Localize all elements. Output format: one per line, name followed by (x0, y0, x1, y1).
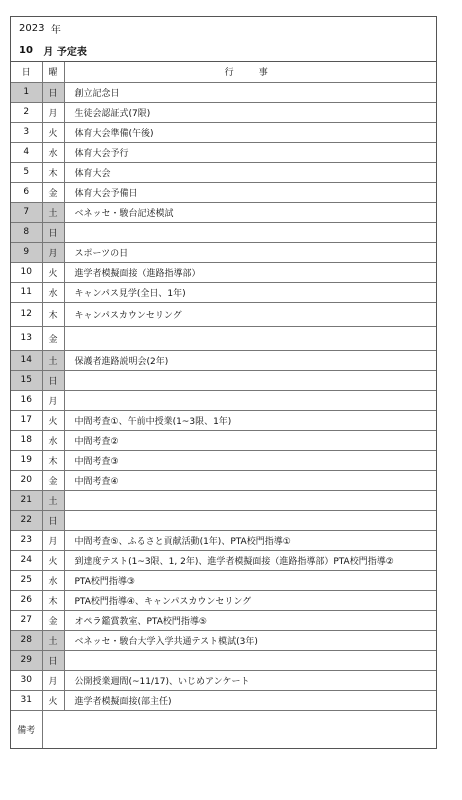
column-header-day: 日 (11, 62, 42, 82)
month-line (11, 39, 436, 62)
table-row (11, 690, 436, 710)
weekday-cell: 金 (42, 470, 64, 490)
table-row (11, 550, 436, 570)
weekday-cell: 日 (42, 650, 64, 670)
event-cell (64, 370, 436, 390)
table-row (11, 490, 436, 510)
weekday-cell: 月 (42, 670, 64, 690)
table-row (11, 102, 436, 122)
event-cell: 中間考査①、午前中授業(1~3限、1年) (64, 410, 436, 430)
weekday-cell: 火 (42, 410, 64, 430)
weekday-cell: 土 (42, 490, 64, 510)
event-cell: スポーツの日 (64, 242, 436, 262)
day-cell: 3 (11, 122, 42, 142)
event-cell (64, 326, 436, 350)
day-cell: 15 (11, 370, 42, 390)
event-cell: 中間考査⑤、ふるさと貢献活動(1年)、PTA校門指導① (64, 530, 436, 550)
year-value: 2023 (19, 22, 45, 34)
day-cell: 26 (11, 590, 42, 610)
weekday-cell: 金 (42, 610, 64, 630)
column-header-event: 行 事 (64, 62, 436, 82)
weekday-cell: 木 (42, 302, 64, 326)
weekday-cell: 日 (42, 510, 64, 530)
event-cell: 到達度テスト(1~3限、1, 2年)、進学者模擬面接（進路指導部）PTA校門指導② (64, 550, 436, 570)
day-cell: 28 (11, 630, 42, 650)
day-cell: 21 (11, 490, 42, 510)
table-row (11, 590, 436, 610)
event-cell: 体育大会予備日 (64, 182, 436, 202)
event-cell (64, 510, 436, 530)
weekday-cell: 土 (42, 350, 64, 370)
table-row (11, 630, 436, 650)
weekday-cell: 水 (42, 430, 64, 450)
column-header-weekday: 曜 (42, 62, 64, 82)
day-cell: 13 (11, 326, 42, 350)
table-row (11, 430, 436, 450)
day-cell: 18 (11, 430, 42, 450)
event-cell: PTA校門指導④、キャンパスカウンセリング (64, 590, 436, 610)
day-cell: 6 (11, 182, 42, 202)
table-row (11, 222, 436, 242)
day-cell: 12 (11, 302, 42, 326)
weekday-cell: 日 (42, 222, 64, 242)
day-cell: 11 (11, 282, 42, 302)
event-cell: 保護者進路説明会(2年) (64, 350, 436, 370)
weekday-cell: 水 (42, 142, 64, 162)
table-row (11, 182, 436, 202)
year-suffix: 年 (50, 24, 61, 36)
table-row (11, 122, 436, 142)
weekday-cell: 月 (42, 390, 64, 410)
event-cell: キャンパス見学(全日、1年) (64, 282, 436, 302)
weekday-cell: 木 (42, 162, 64, 182)
day-cell: 23 (11, 530, 42, 550)
column-header-row (11, 62, 436, 82)
event-cell: 体育大会 (64, 162, 436, 182)
event-cell: 体育大会準備(午後) (64, 122, 436, 142)
day-cell: 24 (11, 550, 42, 570)
schedule-rows (11, 82, 436, 710)
day-cell: 1 (11, 82, 42, 102)
event-cell: ベネッセ・駿台記述模試 (64, 202, 436, 222)
schedule-table (11, 62, 436, 748)
day-cell: 25 (11, 570, 42, 590)
weekday-cell: 火 (42, 690, 64, 710)
table-row (11, 302, 436, 326)
event-cell (64, 390, 436, 410)
event-cell: キャンパスカウンセリング (64, 302, 436, 326)
weekday-cell: 土 (42, 630, 64, 650)
table-row (11, 82, 436, 102)
table-row (11, 570, 436, 590)
year-line (11, 17, 436, 39)
day-cell: 14 (11, 350, 42, 370)
day-cell: 19 (11, 450, 42, 470)
month-value: 10 (19, 44, 33, 56)
event-cell: 公開授業週間(~11/17)、いじめアンケート (64, 670, 436, 690)
remarks-row (11, 710, 436, 748)
table-row (11, 202, 436, 222)
table-row (11, 142, 436, 162)
event-cell: 進学者模擬面接(部主任) (64, 690, 436, 710)
day-cell: 10 (11, 262, 42, 282)
day-cell: 31 (11, 690, 42, 710)
day-cell: 8 (11, 222, 42, 242)
event-cell (64, 490, 436, 510)
weekday-cell: 金 (42, 182, 64, 202)
day-cell: 16 (11, 390, 42, 410)
weekday-cell: 月 (42, 102, 64, 122)
event-cell: 体育大会予行 (64, 142, 436, 162)
day-cell: 4 (11, 142, 42, 162)
day-cell: 27 (11, 610, 42, 630)
event-cell (64, 222, 436, 242)
weekday-cell: 火 (42, 262, 64, 282)
day-cell: 20 (11, 470, 42, 490)
event-cell: 中間考査③ (64, 450, 436, 470)
month-suffix: 月 (43, 46, 54, 58)
table-row (11, 510, 436, 530)
event-cell: 創立記念日 (64, 82, 436, 102)
weekday-cell: 日 (42, 82, 64, 102)
schedule-label: 予定表 (56, 46, 87, 58)
table-row (11, 610, 436, 630)
weekday-cell: 金 (42, 326, 64, 350)
event-cell (64, 650, 436, 670)
event-cell: 進学者模擬面接（進路指導部） (64, 262, 436, 282)
table-row (11, 530, 436, 550)
table-row (11, 390, 436, 410)
table-row (11, 262, 436, 282)
event-cell: ベネッセ・駿台大学入学共通テスト模試(3年) (64, 630, 436, 650)
event-cell: 生徒会認証式(7限) (64, 102, 436, 122)
weekday-cell: 土 (42, 202, 64, 222)
remarks-content (42, 710, 436, 748)
day-cell: 17 (11, 410, 42, 430)
table-row (11, 282, 436, 302)
weekday-cell: 木 (42, 590, 64, 610)
day-cell: 30 (11, 670, 42, 690)
day-cell: 9 (11, 242, 42, 262)
day-cell: 22 (11, 510, 42, 530)
event-cell: 中間考査④ (64, 470, 436, 490)
day-cell: 2 (11, 102, 42, 122)
event-cell: PTA校門指導③ (64, 570, 436, 590)
remarks-label: 備考 (11, 710, 42, 748)
weekday-cell: 水 (42, 570, 64, 590)
event-cell: 中間考査② (64, 430, 436, 450)
table-row (11, 670, 436, 690)
weekday-cell: 月 (42, 530, 64, 550)
table-row (11, 370, 436, 390)
weekday-cell: 日 (42, 370, 64, 390)
table-row (11, 350, 436, 370)
table-row (11, 470, 436, 490)
table-row (11, 650, 436, 670)
weekday-cell: 火 (42, 550, 64, 570)
weekday-cell: 月 (42, 242, 64, 262)
table-row (11, 162, 436, 182)
day-cell: 7 (11, 202, 42, 222)
table-row (11, 242, 436, 262)
event-cell: オペラ鑑賞教室、PTA校門指導⑤ (64, 610, 436, 630)
schedule-sheet (10, 16, 437, 749)
table-row (11, 450, 436, 470)
day-cell: 29 (11, 650, 42, 670)
weekday-cell: 水 (42, 282, 64, 302)
table-row (11, 326, 436, 350)
weekday-cell: 木 (42, 450, 64, 470)
table-row (11, 410, 436, 430)
day-cell: 5 (11, 162, 42, 182)
weekday-cell: 火 (42, 122, 64, 142)
